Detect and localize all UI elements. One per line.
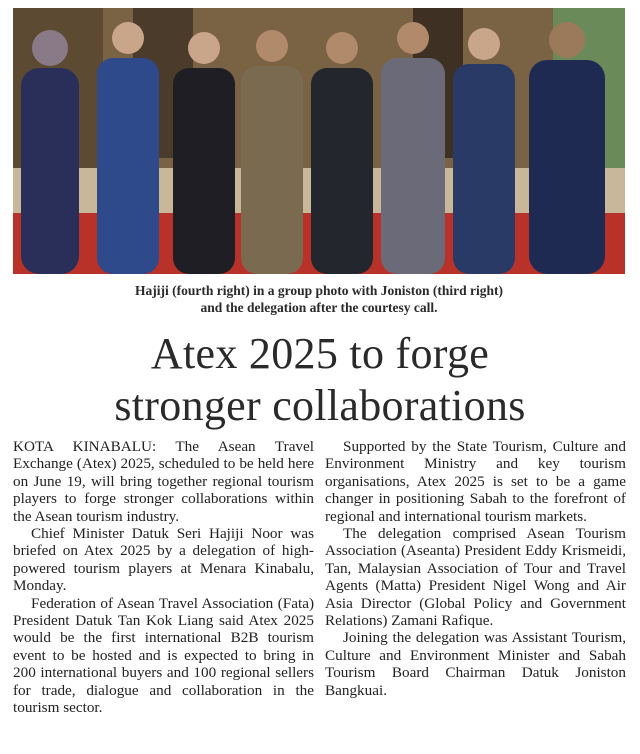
caption-line-1: Hajiji (fourth right) in a group photo with Joniston (third right): [134, 283, 504, 298]
article-paragraph: The delegation comprised Asean Tourism Association (Aseanta) President Eddy Krismeidi, Tan, Malaysian Association of Tour and Travel Agents (Matta) President Nigel Wong and Air Asia Director (Global Policy and Government Relations) Zamani Rafique.: [325, 525, 626, 630]
article-paragraph: Chief Minister Datuk Seri Hajiji Noor was briefed on Atex 2025 by a delegation of high-powered tourism players at Menara Kinabalu, Monday.: [13, 525, 314, 595]
caption-line-2: and the delegation after the courtesy call.: [200, 300, 438, 315]
article-column-left: [13, 438, 314, 717]
article-paragraph: KOTA KINABALU: The Asean Travel Exchange (Atex) 2025, scheduled to be held here on June 19, will bring together regional tourism players to forge stronger collaborations within the Asean tourism industry.: [13, 438, 314, 525]
article-paragraph: Supported by the State Tourism, Culture and Environment Ministry and key tourism organisations, Atex 2025 is set to be a game changer in positioning Sabah to the forefront of regional and international tourism markets.: [325, 438, 626, 525]
article-paragraph: Federation of Asean Travel Association (Fata) President Datuk Tan Kok Liang said Atex 2025 would be the first international B2B tourism event to be hosted and is expected to bring in 200 international buyers and 100 regional sellers for trade, dialogue and collaboration in the tourism sector.: [13, 594, 314, 717]
headline-line-2: stronger collaborations: [114, 381, 526, 430]
headline-line-1: Atex 2025 to forge: [150, 329, 490, 378]
article-column-right: [325, 438, 626, 699]
group-photo: [13, 8, 625, 274]
headline: [0, 328, 640, 432]
group-photo-image: [13, 8, 625, 274]
article-paragraph: Joining the delegation was Assistant Tourism, Culture and Environment Minister and Sabah Tourism Board Chairman Datuk Joniston Bangkuai.: [325, 629, 626, 699]
photo-caption: [13, 282, 625, 316]
